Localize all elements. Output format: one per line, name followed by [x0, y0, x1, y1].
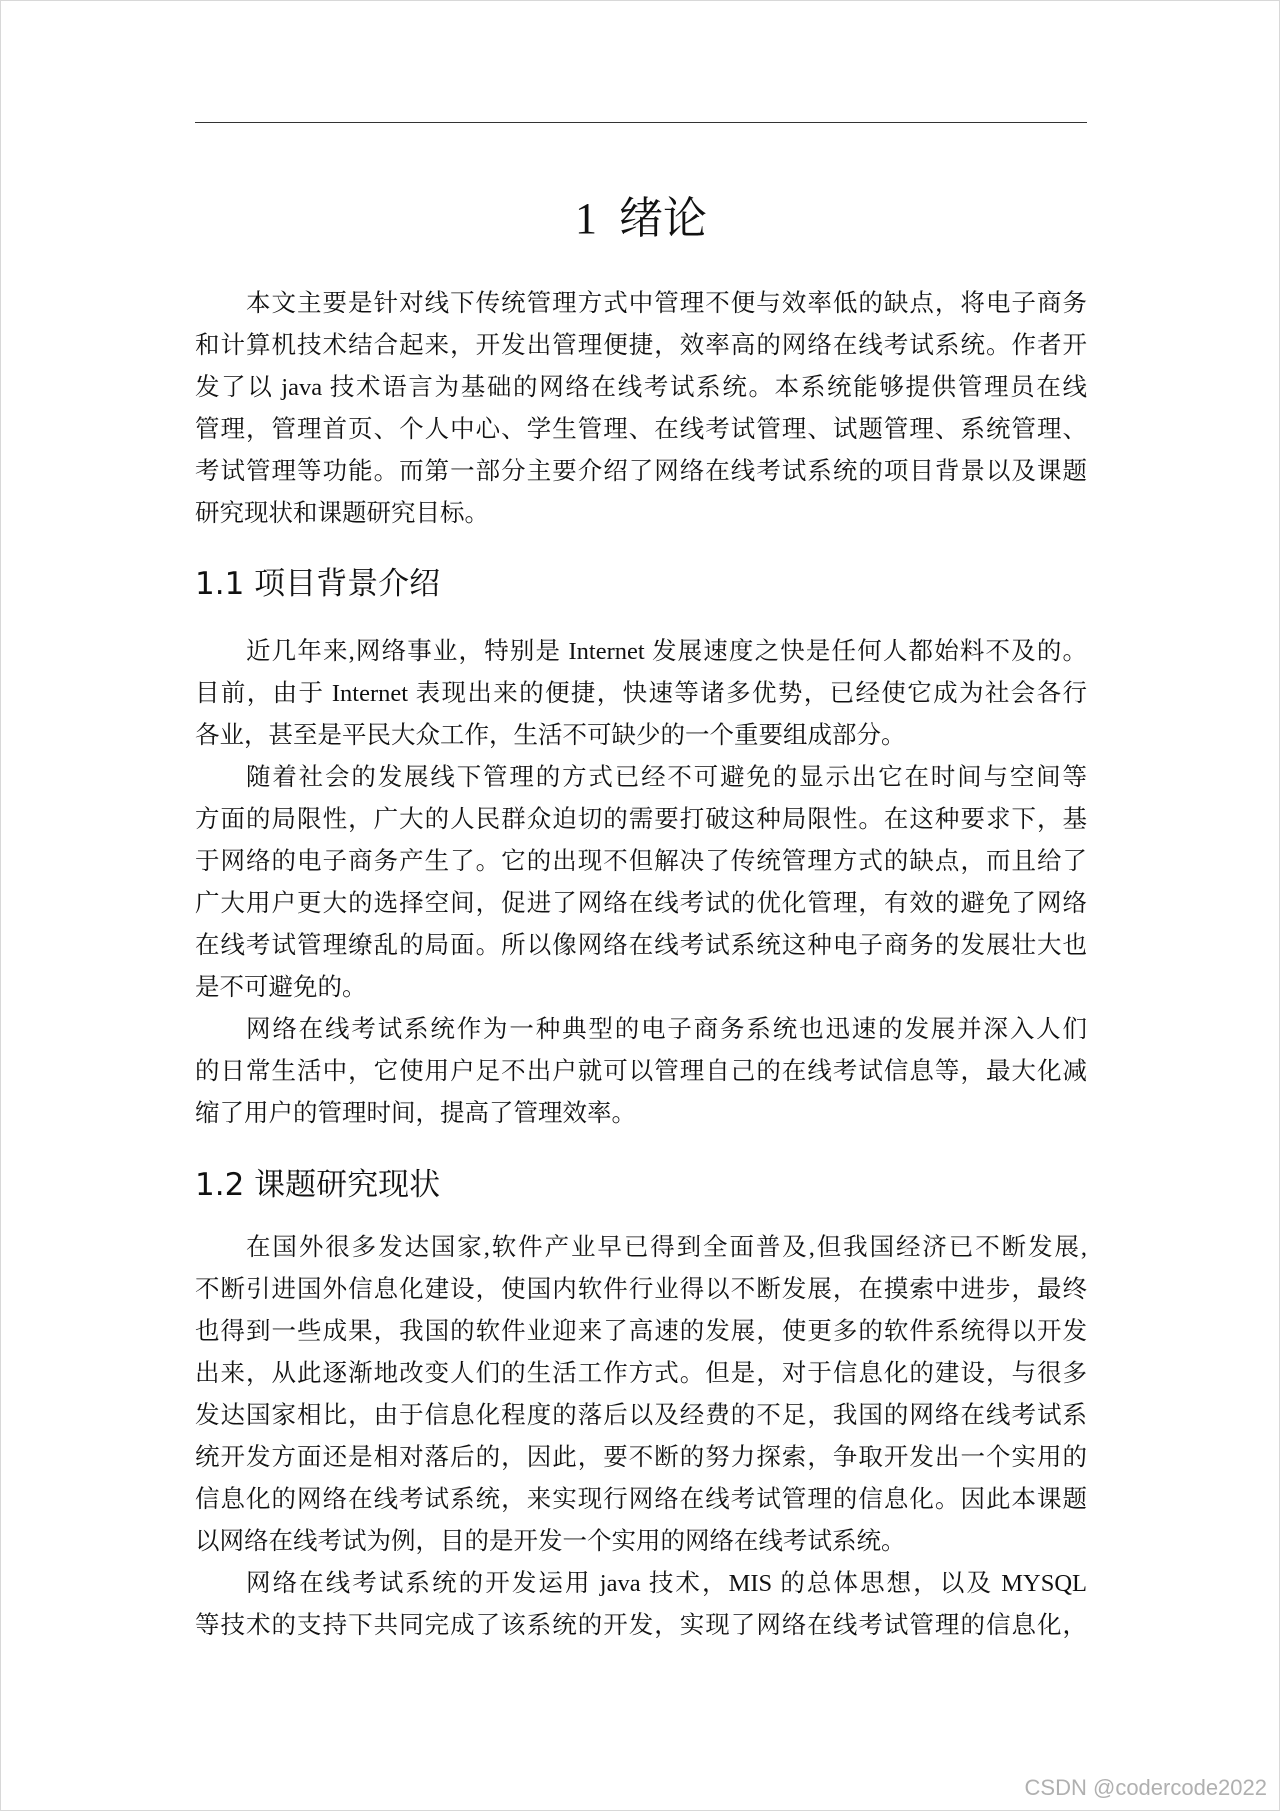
paragraph-line: 在线考试管理缭乱的局面。所以像网络在线考试系统这种电子商务的发展壮大也: [195, 932, 1087, 959]
paragraph-line: 等技术的支持下共同完成了该系统的开发，实现了网络在线考试管理的信息化，: [195, 1612, 1087, 1639]
section-1-1-body: [195, 631, 1087, 1135]
section-heading-1-1: 1.1 项目背景介绍: [195, 566, 441, 602]
paragraph-line: 统开发方面还是相对落后的，因此，要不断的努力探索，争取开发出一个实用的: [195, 1444, 1087, 1471]
paragraph-line: 研究现状和课题研究目标。: [195, 500, 489, 527]
paragraph-line: 近几年来,网络事业，特别是 Internet 发展速度之快是任何人都始料不及的。: [246, 638, 1087, 665]
paragraph-line: 网络在线考试系统作为一种典型的电子商务系统也迅速的发展并深入人们: [246, 1016, 1087, 1043]
chapter-title: [195, 189, 1087, 249]
paragraph-line: 随着社会的发展线下管理的方式已经不可避免的显示出它在时间与空间等: [246, 764, 1087, 791]
header-rule: [195, 122, 1087, 123]
section-1-2-body: [195, 1227, 1087, 1647]
paragraph-line: 不断引进国外信息化建设，使国内软件行业得以不断发展，在摸索中进步，最终: [195, 1276, 1087, 1303]
paragraph-line: 各业，甚至是平民大众工作，生活不可缺少的一个重要组成部分。: [195, 722, 906, 749]
paragraph-line: 于网络的电子商务产生了。它的出现不但解决了传统管理方式的缺点，而且给了: [195, 848, 1087, 875]
paragraph-line: 发了以 java 技术语言为基础的网络在线考试系统。本系统能够提供管理员在线: [195, 374, 1087, 401]
paragraph-line: 缩了用户的管理时间，提高了管理效率。: [195, 1100, 636, 1127]
paragraph-line: 考试管理等功能。而第一部分主要介绍了网络在线考试系统的项目背景以及课题: [195, 458, 1087, 485]
paragraph-line: 目前，由于 Internet 表现出来的便捷，快速等诸多优势，已经使它成为社会各行: [195, 680, 1087, 707]
paragraph-line: 是不可避免的。: [195, 974, 367, 1001]
paragraph-line: 网络在线考试系统的开发运用 java 技术，MIS 的总体思想，以及 MYSQL: [246, 1570, 1087, 1597]
paragraph-line: 在国外很多发达国家,软件产业早已得到全面普及,但我国经济已不断发展,: [246, 1234, 1087, 1261]
watermark: CSDN @codercode2022: [1024, 1775, 1267, 1800]
paragraph-line: 发达国家相比，由于信息化程度的落后以及经费的不足，我国的网络在线考试系: [195, 1402, 1087, 1429]
section-heading-1-2: 1.2 课题研究现状: [195, 1167, 441, 1203]
intro-body: [195, 283, 1087, 535]
paragraph-line: 和计算机技术结合起来，开发出管理便捷，效率高的网络在线考试系统。作者开: [195, 332, 1087, 359]
chapter-number: 1: [575, 194, 597, 243]
paragraph-line: 管理，管理首页、个人中心、学生管理、在线考试管理、试题管理、系统管理、: [195, 416, 1087, 443]
chapter-title-text: 绪论: [619, 193, 707, 244]
paragraph-line: 出来，从此逐渐地改变人们的生活工作方式。但是，对于信息化的建设，与很多: [195, 1360, 1087, 1387]
paragraph-line: 信息化的网络在线考试系统，来实现行网络在线考试管理的信息化。因此本课题: [195, 1486, 1087, 1513]
paragraph-line: 本文主要是针对线下传统管理方式中管理不便与效率低的缺点，将电子商务: [246, 290, 1087, 317]
paragraph-line: 也得到一些成果，我国的软件业迎来了高速的发展，使更多的软件系统得以开发: [195, 1318, 1087, 1345]
paragraph-line: 的日常生活中，它使用户足不出户就可以管理自己的在线考试信息等，最大化减: [195, 1058, 1087, 1085]
paragraph-line: 方面的局限性，广大的人民群众迫切的需要打破这种局限性。在这种要求下，基: [195, 806, 1087, 833]
paragraph-line: 以网络在线考试为例，目的是开发一个实用的网络在线考试系统。: [195, 1528, 906, 1555]
paragraph-line: 广大用户更大的选择空间，促进了网络在线考试的优化管理，有效的避免了网络: [195, 890, 1087, 917]
